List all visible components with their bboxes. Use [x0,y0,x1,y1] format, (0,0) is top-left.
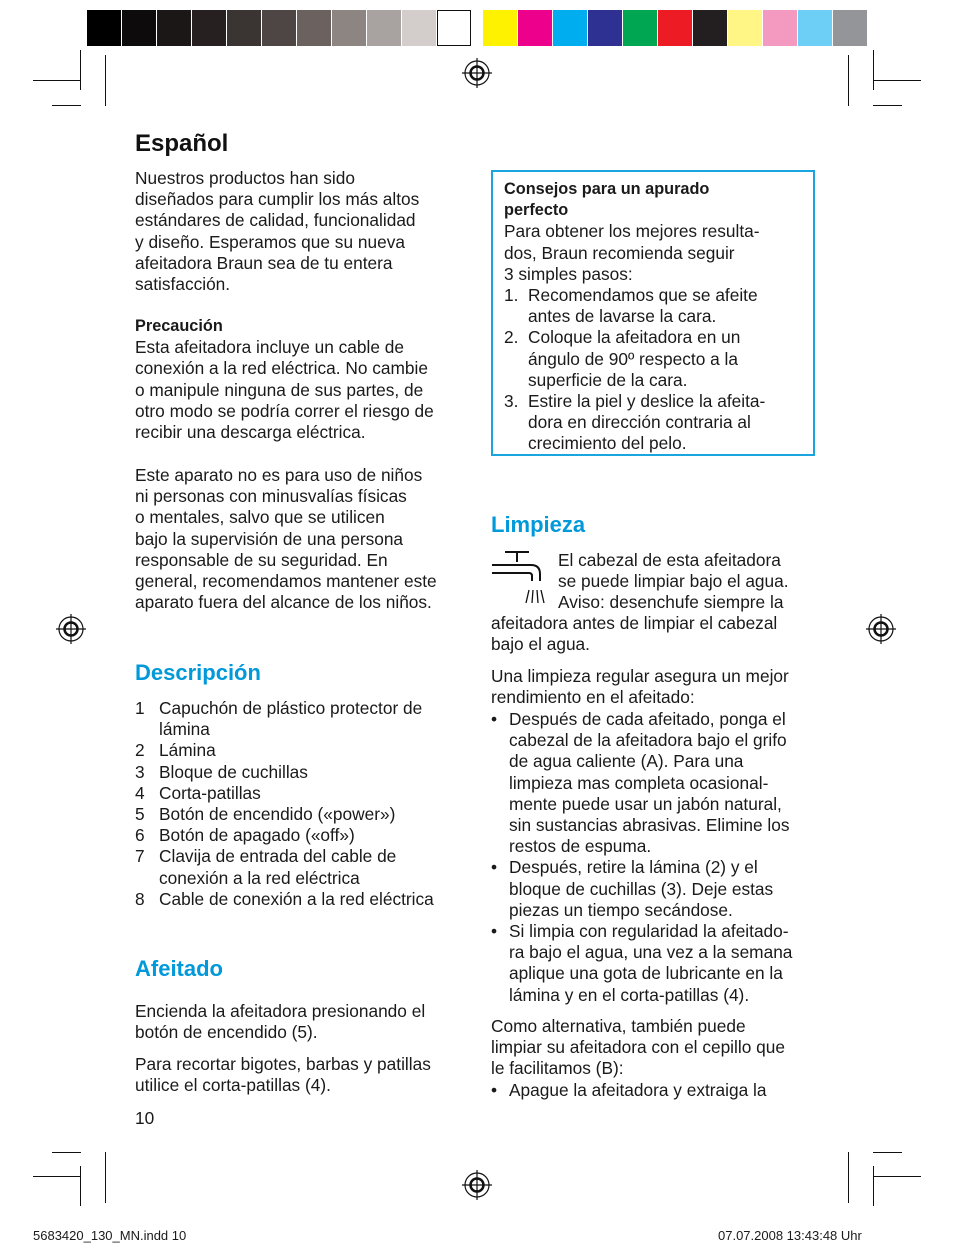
tips-box [491,170,815,456]
description-item: 2 Lámina [135,740,216,761]
registration-mark-top [462,58,492,88]
registration-mark-right [866,614,896,644]
alternative-intro: Como alternativa, también puede limpiar su afeitadora con el cepillo que le facilitamos (B): [491,1016,785,1079]
description-heading: Descripción [135,660,261,685]
description-item-marker: 4 [135,782,145,803]
shaving-paragraph-1: Encienda la afeitadora presionando el botón de encendido (5). [135,1001,426,1043]
color-swatch [658,10,692,46]
tip-step-marker: 1. [504,285,519,306]
cleaning-heading: Limpieza [491,512,586,537]
description-item: 4 Corta-patillas [135,782,261,803]
color-swatch [297,10,331,46]
cleaning-bullet: • Si limpia con regularidad la afeitado- ra bajo el agua, una vez a la semana aplique una gota de lubricante en la lámina y en el corta-patillas (4). [491,921,793,1005]
color-swatch [367,10,401,46]
tips-intro: Para obtener los mejores resulta- dos, Braun recomienda seguir 3 simples pasos: [504,221,760,284]
color-swatch [437,10,471,46]
description-item-marker: 2 [135,740,145,761]
cleaning-text-continued: afeitadora antes de limpiar el cabezal bajo el agua. [491,613,778,655]
color-swatch [623,10,657,46]
faucet-icon [491,549,549,607]
tip-step: 1. Recomendamos que se afeite antes de lavarse la cara. [504,285,758,327]
page-title: Español [135,130,229,157]
page-number: 10 [135,1108,155,1128]
color-swatch [763,10,797,46]
color-swatch [402,10,436,46]
description-item: 3 Bloque de cuchillas [135,761,308,782]
color-swatch [693,10,727,46]
precaution-section: Precaución Esta afeitadora incluye un cable de conexión a la red eléctrica. No cambie o manipule ninguna de sus partes, de otro modo se podría correr el riesgo de recibir una descarga eléctrica. [135,316,470,443]
cleaning-icon-text: El cabezal de esta afeitadora se puede limpiar bajo el agua. Aviso: desenchufe siempre la [558,550,789,613]
description-item-marker: 8 [135,888,145,909]
shaving-heading: Afeitado [135,956,223,981]
regular-cleaning-intro: Una limpieza regular asegura un mejor rendimiento en el afeitado: [491,666,789,708]
footer-filename: 5683420_130_MN.indd 10 [33,1228,187,1243]
children-warning: Este aparato no es para uso de niños ni personas con minusvalías físicas o mentales, salvo que se utilicen bajo la supervisión de una persona responsable de su seguridad. En general, recomendamos mantener este aparato fuera del alcance de los niños. [135,465,437,613]
description-item-marker: 3 [135,761,145,782]
description-list [135,698,470,910]
registration-mark-left [56,614,86,644]
description-item-marker: 6 [135,825,145,846]
description-item: 5 Botón de encendido («power») [135,804,396,825]
tip-step: 2. Coloque la afeitadora en un ángulo de 90º respecto a la superficie de la cara. [504,327,741,390]
cleaning-bullet-marker: • [491,709,498,729]
color-swatch [798,10,832,46]
alternative-bullet-marker: • [491,1080,498,1100]
cleaning-bullet-marker: • [491,921,498,942]
alternative-bullet-list [491,1080,826,1101]
intro-paragraph: Nuestros productos han sido diseñados para cumplir los más altos estándares de calidad, funcionalidad y diseño. Esperamos que su nueva afeitadora Braun sea de tu entera satisfacción. [135,168,420,295]
description-item: 6 Botón de apagado («off») [135,825,355,846]
description-item: 8 Cable de conexión a la red eléctrica [135,888,434,909]
precaution-heading: Precaución [135,317,223,335]
color-swatch [833,10,867,46]
shaving-paragraph-2: Para recortar bigotes, barbas y patillas utilice el corta-patillas (4). [135,1054,431,1096]
footer-timestamp: 07.07.2008 13:43:48 Uhr [718,1228,862,1243]
description-item-marker: 5 [135,804,145,825]
cleaning-bullet: • Después de cada afeitado, ponga el cabezal de la afeitadora bajo el grifo de agua caliente (A). Para una limpieza mas completa ocasional- mente puede usar un jabón natural, sin sustancias abrasivas. Elimine los restos de espuma. [491,709,790,857]
tip-step-marker: 2. [504,327,519,348]
description-item: 7 Clavija de entrada del cable de conexión a la red eléctrica [135,846,397,888]
color-swatch [332,10,366,46]
cleaning-bullet-marker: • [491,857,498,878]
color-swatch [157,10,191,46]
color-swatch [87,10,121,46]
registration-mark-bottom [462,1170,492,1200]
color-swatch [227,10,261,46]
description-item: 1 Capuchón de plástico protector de lámina [135,698,423,740]
tip-step: 3. Estire la piel y deslice la afeita- dora en dirección contraria al crecimiento del pelo. [504,391,766,454]
color-swatch [588,10,622,46]
description-item-marker: 1 [135,698,145,718]
color-swatch [192,10,226,46]
description-item-marker: 7 [135,846,145,867]
tips-heading: Consejos para un apurado perfecto [504,180,710,220]
alternative-bullet: • Apague la afeitadora y extraiga la [491,1080,767,1100]
color-swatch [483,10,517,46]
cleaning-bullet: • Después, retire la lámina (2) y el bloque de cuchillas (3). Deje estas piezas un tiempo secándose. [491,857,774,920]
tip-step-marker: 3. [504,391,519,412]
color-swatch [262,10,296,46]
color-swatch [518,10,552,46]
tips-steps-list [504,285,803,455]
color-swatch [553,10,587,46]
color-swatch [728,10,762,46]
color-swatch [122,10,156,46]
cleaning-bullet-list [491,709,826,1006]
